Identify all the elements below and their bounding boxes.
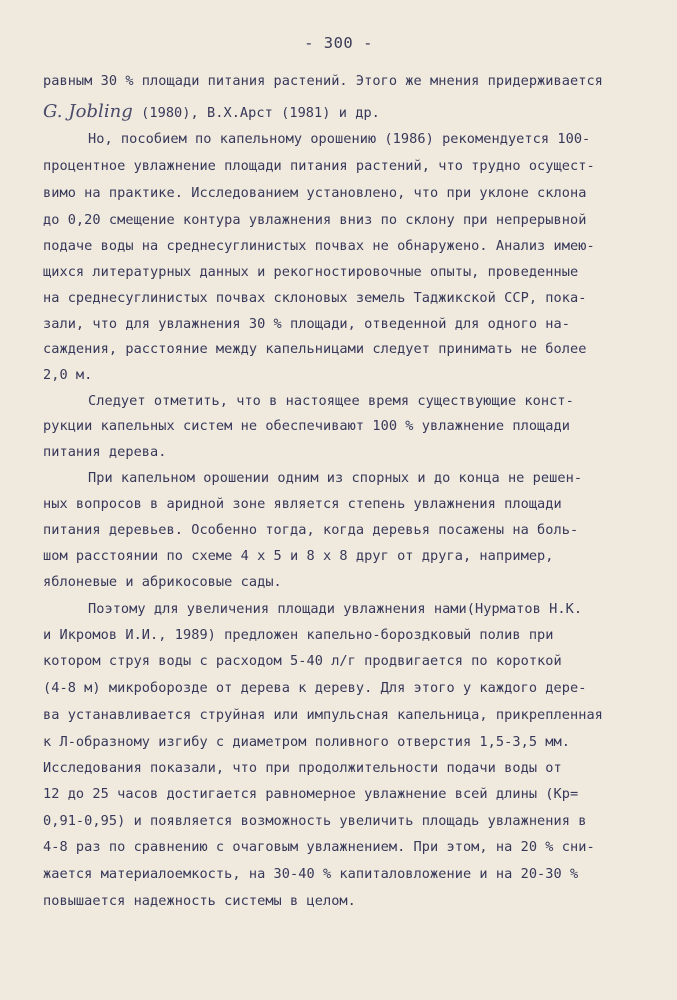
line-text: жается материалоемкость, на 30-40 % капиталовложение и на 20-30 %: [43, 866, 579, 882]
text-line: [88, 393, 574, 409]
text-line: [43, 212, 586, 228]
text-line: [43, 101, 380, 122]
line-text: до 0,20 смещение контура увлажнения вниз по склону при непрерывной: [43, 212, 587, 228]
text-line: [43, 786, 578, 802]
line-text: Поэтому для увеличения площади увлажнения нами(Нурматов Н.К.: [88, 601, 583, 617]
line-text: рукции капельных систем не обеспечивают 100 % увлажнение площади: [43, 418, 570, 434]
line-text: подаче воды на среднесуглинистых почвах не обнаружено. Анализ имею-: [43, 238, 595, 254]
text-line: [43, 734, 570, 750]
line-text: (1980), В.Х.Арст (1981) и др.: [132, 105, 380, 121]
line-text: (4-8 м) микроборозде от дерева к дереву. Для этого у каждого дере-: [43, 680, 587, 696]
line-text: ных вопросов в аридной зоне является степень увлажнения площади: [43, 496, 562, 512]
line-text: шом расстоянии по схеме 4 х 5 и 8 х 8 друг от друга, например,: [43, 548, 554, 564]
text-line: [43, 367, 92, 383]
line-text: к Л-образному изгибу с диаметром поливного отверстия 1,5-3,5 мм.: [43, 734, 570, 750]
line-text: яблоневые и абрикосовые сады.: [43, 574, 282, 590]
text-line: [43, 548, 554, 564]
text-line: [43, 574, 282, 590]
line-text: Но, пособием по капельному орошению (1986) рекомендуется 100-: [88, 131, 591, 147]
line-text: питания дерева.: [43, 444, 167, 460]
line-text: Исследования показали, что при продолжительности подачи воды от: [43, 760, 562, 776]
text-line: [43, 839, 595, 855]
line-text: щихся литературных данных и рекогностировочные опыты, проведенные: [43, 264, 579, 280]
line-text: саждения, расстояние между капельницами следует принимать не более: [43, 341, 587, 357]
text-line: [43, 158, 595, 174]
line-text: и Икромов И.И., 1989) предложен капельно-бороздковый полив при: [43, 627, 554, 643]
line-text: вимо на практике. Исследованием установлено, что при уклоне склона: [43, 185, 587, 201]
text-line: [43, 185, 586, 201]
line-text: 2,0 м.: [43, 367, 93, 383]
text-line: [43, 522, 578, 538]
line-text: ва устанавливается струйная или импульсная капельница, прикрепленная: [43, 707, 603, 723]
text-line: [43, 238, 595, 254]
line-text: Следует отметить, что в настоящее время существующие конст-: [88, 393, 574, 409]
text-line: [43, 73, 603, 89]
line-text: повышается надежность системы в целом.: [43, 893, 356, 909]
text-line: [43, 653, 562, 669]
line-text: на среднесуглинистых почвах склоновых земель Таджикской ССР, пока-: [43, 290, 587, 306]
line-text: равным 30 % площади питания растений. Этого же мнения придерживается: [43, 73, 603, 89]
text-line: [43, 341, 586, 357]
line-text: процентное увлажнение площади питания растений, что трудно осущест-: [43, 158, 595, 174]
text-line: [43, 680, 586, 696]
text-line: [43, 290, 586, 306]
text-line: [43, 707, 603, 723]
text-line: [43, 496, 562, 512]
line-text: 4-8 раз по сравнению с очаговым увлажнением. При этом, на 20 % сни-: [43, 839, 595, 855]
text-line: [88, 131, 590, 147]
text-line: [43, 316, 570, 332]
line-text: 12 до 25 часов достигается равномерное увлажнение всей длины (Кр=: [43, 786, 579, 802]
text-line: [43, 813, 586, 829]
text-line: [43, 444, 167, 460]
text-line: [43, 418, 570, 434]
text-line: [43, 264, 578, 280]
line-text: питания деревьев. Особенно тогда, когда деревья посажены на боль-: [43, 522, 579, 538]
line-text: котором струя воды с расходом 5-40 л/г продвигается по короткой: [43, 653, 562, 669]
line-text: зали, что для увлажнения 30 % площади, отведенной для одного на-: [43, 316, 570, 332]
text-line: [43, 893, 356, 909]
line-text: 0,91-0,95) и появляется возможность увеличить площадь увлажнения в: [43, 813, 587, 829]
text-line: [43, 760, 562, 776]
text-line: [43, 866, 578, 882]
handwritten-author-name: G. Jobling: [43, 101, 133, 122]
text-line: [43, 627, 554, 643]
page-number: - 300 -: [304, 34, 373, 52]
text-line: [88, 601, 582, 617]
line-text: При капельном орошении одним из спорных и до конца не решен-: [88, 470, 583, 486]
text-line: [88, 470, 582, 486]
